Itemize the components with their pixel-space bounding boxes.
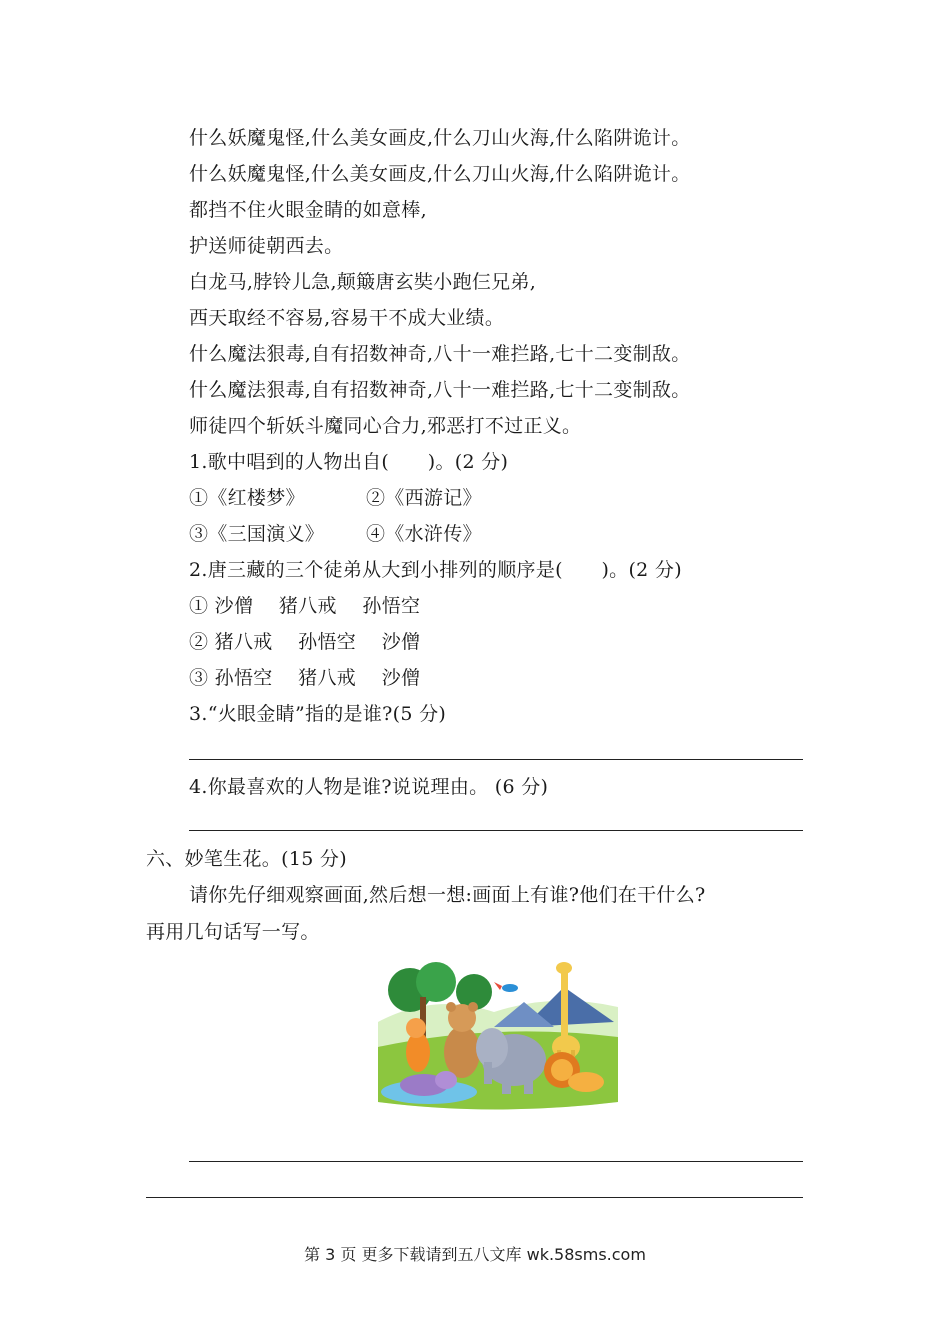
q2-option-2: ② 猪八戒 孙悟空 沙僧 [189, 631, 421, 653]
page-footer: 第 3 页 更多下载请到五八文库 wk.58sms.com [304, 1245, 646, 1264]
lyric-line-2: 什么妖魔鬼怪,什么美女画皮,什么刀山火海,什么陷阱诡计。 [189, 163, 691, 185]
lyric-line-5: 白龙马,脖铃儿急,颠簸唐玄奘小跑仨兄弟, [189, 271, 537, 293]
lyric-line-8: 什么魔法狠毒,自有招数神奇,八十一难拦路,七十二变制敌。 [189, 379, 691, 401]
lyric-line-1: 什么妖魔鬼怪,什么美女画皮,什么刀山火海,什么陷阱诡计。 [189, 127, 691, 149]
lyric-line-3: 都挡不住火眼金睛的如意棒, [189, 199, 427, 221]
question-2: 2.唐三藏的三个徒弟从大到小排列的顺序是( )。(2 分) [189, 559, 682, 581]
q1-option-d: ④《水浒传》 [366, 523, 482, 545]
writing-line-2[interactable] [146, 1197, 803, 1198]
q1-option-a: ①《红楼梦》 [189, 487, 305, 509]
lyric-line-4: 护送师徒朝西去。 [189, 235, 344, 257]
q2-option-3: ③ 孙悟空 猪八戒 沙僧 [189, 667, 421, 689]
question-3: 3.“火眼金睛”指的是谁?(5 分) [189, 703, 447, 725]
question-4: 4.你最喜欢的人物是谁?说说理由。 (6 分) [189, 776, 549, 798]
lyric-line-6: 西天取经不容易,容易干不成大业绩。 [189, 307, 505, 329]
q1-option-b: ②《西游记》 [366, 487, 482, 509]
writing-line-1[interactable] [189, 1161, 803, 1162]
animals-illustration [374, 952, 622, 1114]
question-1: 1.歌中唱到的人物出自( )。(2 分) [189, 451, 509, 473]
answer-line-q3[interactable] [189, 759, 803, 760]
lyric-line-9: 师徒四个斩妖斗魔同心合力,邪恶打不过正义。 [189, 415, 582, 437]
section-6-instruction-2: 再用几句话写一写。 [146, 921, 320, 943]
q2-option-1: ① 沙僧 猪八戒 孙悟空 [189, 595, 421, 617]
section-6-heading: 六、妙笔生花。(15 分) [146, 848, 347, 870]
lyric-line-7: 什么魔法狠毒,自有招数神奇,八十一难拦路,七十二变制敌。 [189, 343, 691, 365]
q1-option-c: ③《三国演义》 [189, 523, 325, 545]
answer-line-q4[interactable] [189, 830, 803, 831]
section-6-instruction-1: 请你先仔细观察画面,然后想一想:画面上有谁?他们在干什么? [189, 884, 706, 906]
